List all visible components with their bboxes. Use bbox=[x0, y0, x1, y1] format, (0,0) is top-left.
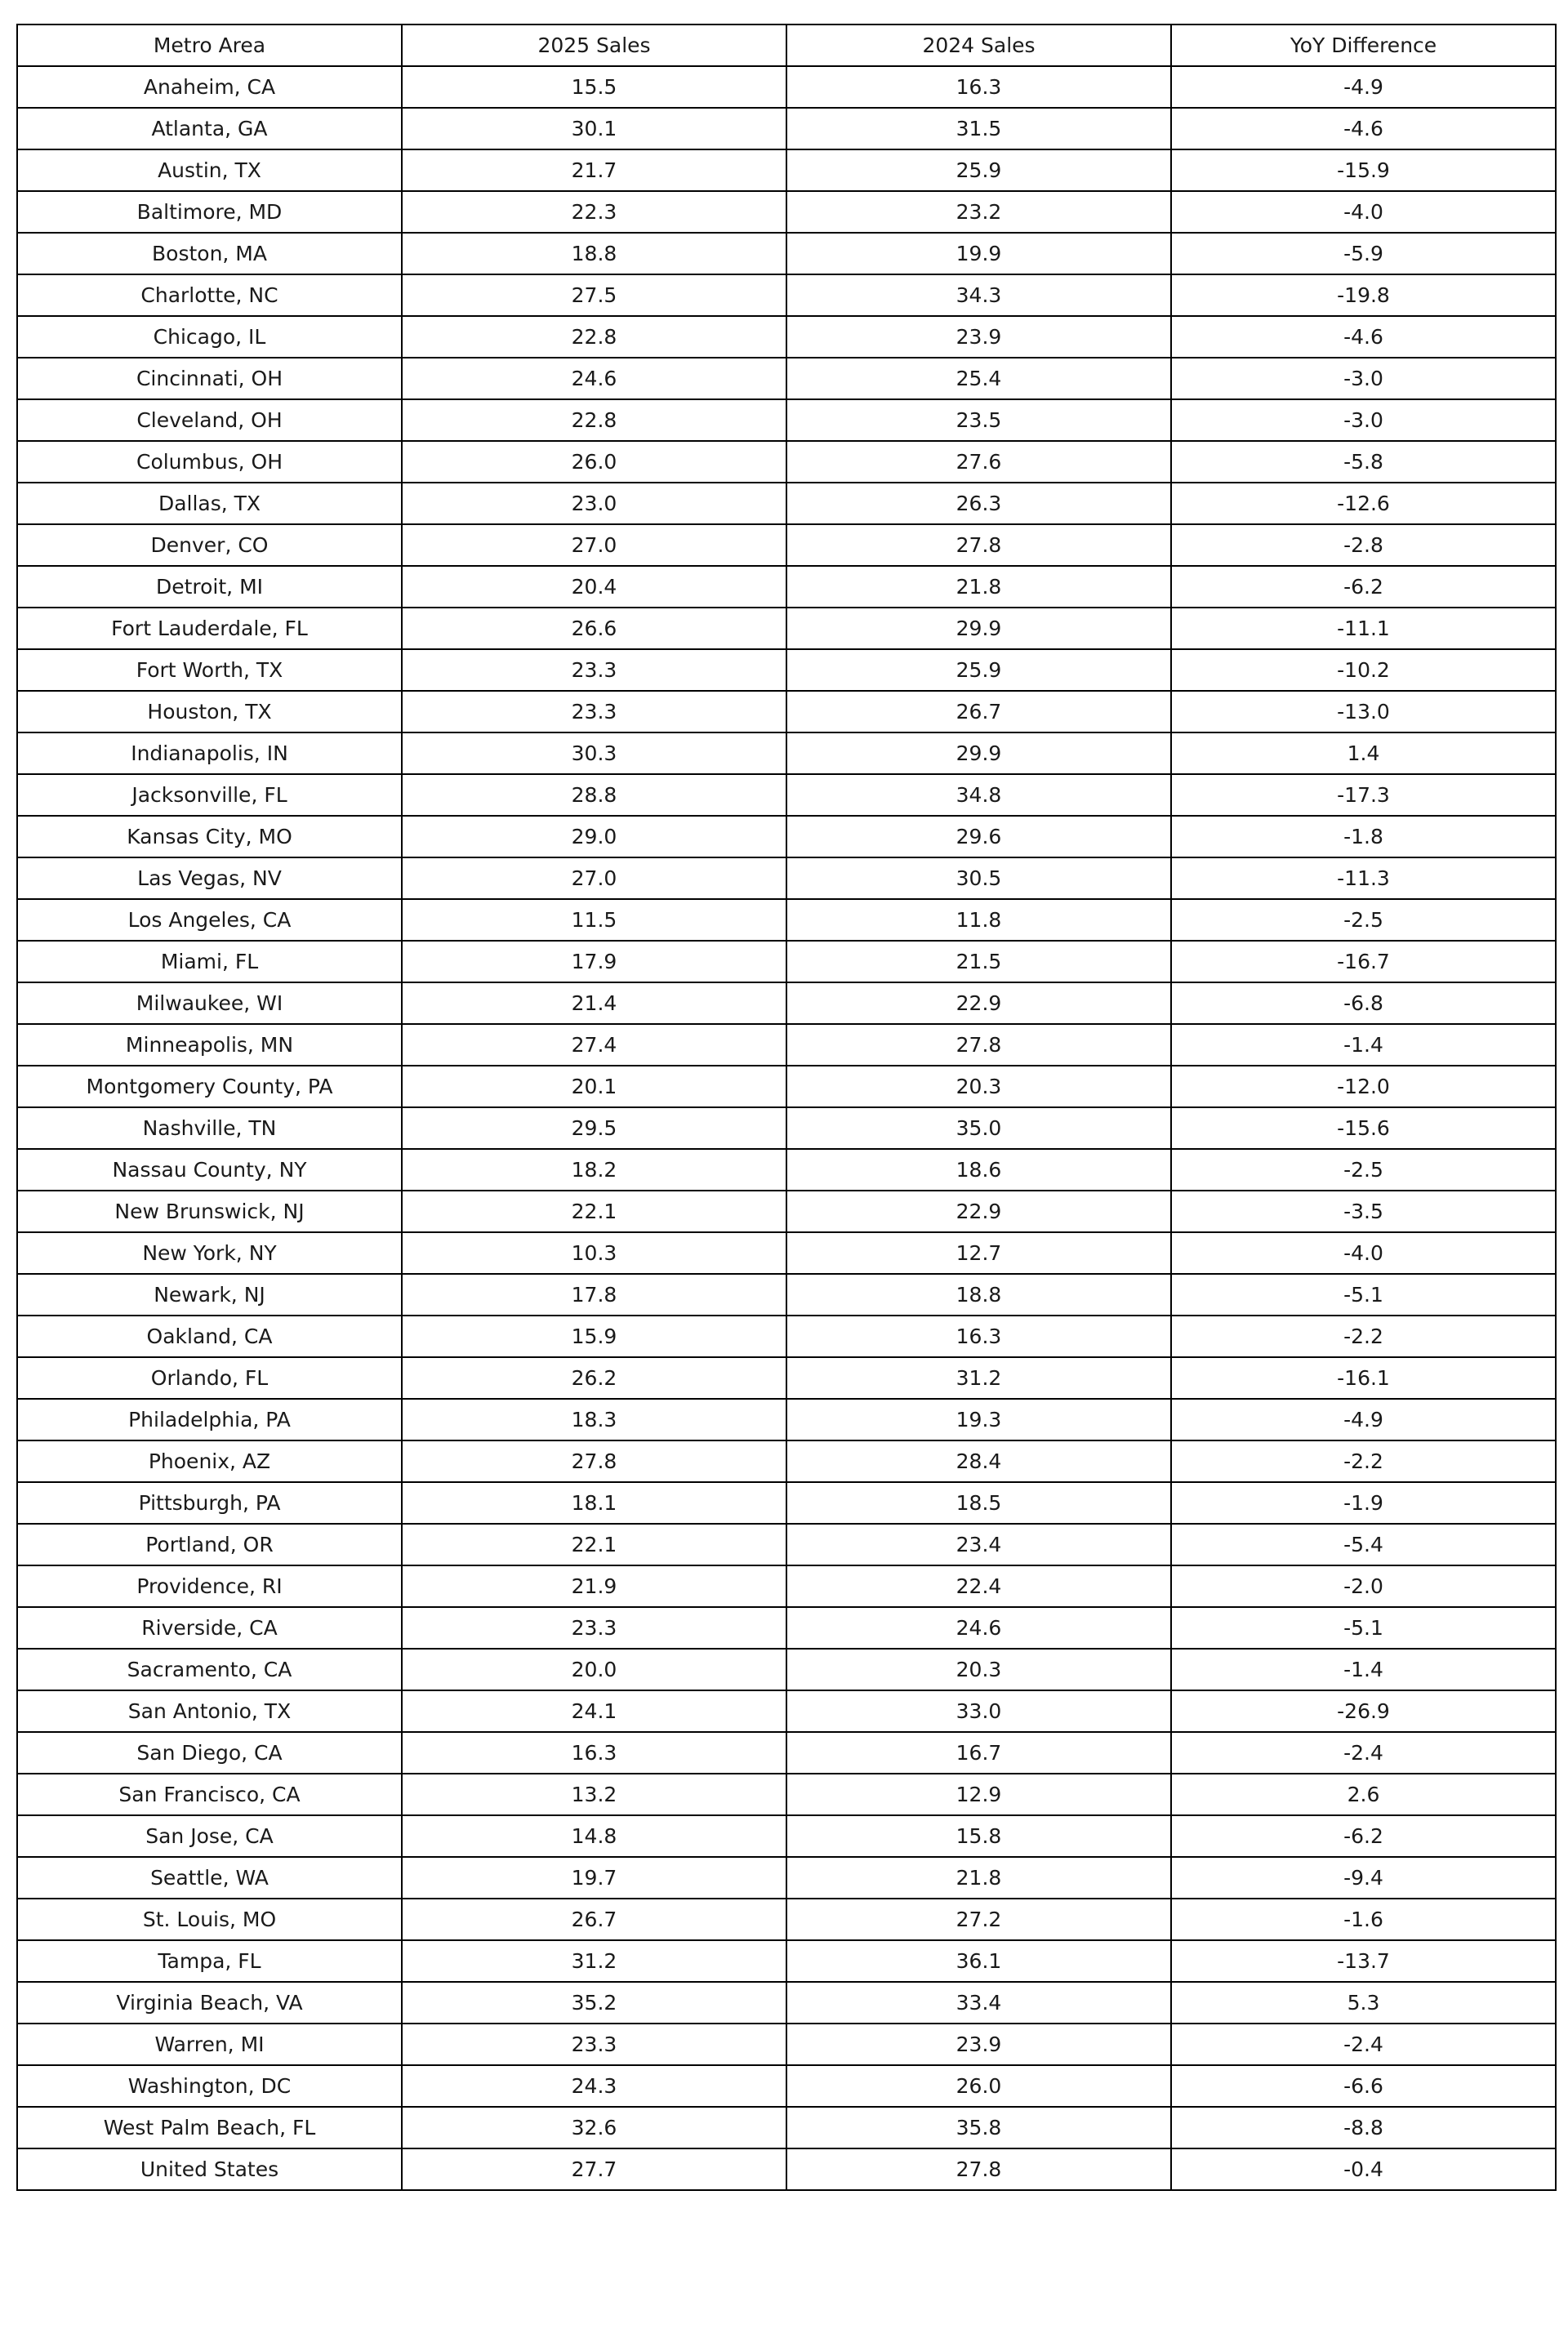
metro-area-cell: Boston, MA bbox=[17, 233, 402, 274]
metro-area-cell: Jacksonville, FL bbox=[17, 774, 402, 816]
sales-2024-cell: 33.0 bbox=[786, 1690, 1171, 1732]
yoy-difference-cell: -26.9 bbox=[1171, 1690, 1556, 1732]
yoy-difference-cell: -0.4 bbox=[1171, 2148, 1556, 2190]
sales-2024-cell: 29.9 bbox=[786, 732, 1171, 774]
sales-2024-cell: 36.1 bbox=[786, 1940, 1171, 1982]
yoy-difference-cell: 5.3 bbox=[1171, 1982, 1556, 2024]
table-row bbox=[17, 941, 1556, 982]
sales-2024-cell: 19.9 bbox=[786, 233, 1171, 274]
yoy-difference-cell: -5.1 bbox=[1171, 1274, 1556, 1316]
sales-2024-cell: 20.3 bbox=[786, 1649, 1171, 1690]
metro-area-cell: Atlanta, GA bbox=[17, 108, 402, 149]
table-row bbox=[17, 1107, 1556, 1149]
table-row bbox=[17, 274, 1556, 316]
metro-area-cell: Detroit, MI bbox=[17, 566, 402, 608]
sales-2024-cell: 27.6 bbox=[786, 441, 1171, 483]
sales-2024-cell: 35.0 bbox=[786, 1107, 1171, 1149]
metro-area-cell: Seattle, WA bbox=[17, 1857, 402, 1899]
yoy-difference-cell: -5.1 bbox=[1171, 1607, 1556, 1649]
sales-2025-cell: 18.8 bbox=[402, 233, 786, 274]
sales-2025-cell: 27.4 bbox=[402, 1024, 786, 1066]
metro-area-cell: Milwaukee, WI bbox=[17, 982, 402, 1024]
table-row bbox=[17, 649, 1556, 691]
sales-2025-cell: 14.8 bbox=[402, 1815, 786, 1857]
metro-area-cell: Oakland, CA bbox=[17, 1316, 402, 1357]
sales-2024-cell: 34.3 bbox=[786, 274, 1171, 316]
metro-area-cell: United States bbox=[17, 2148, 402, 2190]
yoy-difference-cell: -16.7 bbox=[1171, 941, 1556, 982]
yoy-difference-cell: -1.4 bbox=[1171, 1649, 1556, 1690]
yoy-difference-cell: -12.6 bbox=[1171, 483, 1556, 524]
sales-2024-cell: 21.8 bbox=[786, 566, 1171, 608]
metro-area-cell: Warren, MI bbox=[17, 2024, 402, 2065]
table-row bbox=[17, 816, 1556, 857]
table-row bbox=[17, 441, 1556, 483]
table-row bbox=[17, 1274, 1556, 1316]
sales-2025-cell: 29.0 bbox=[402, 816, 786, 857]
yoy-difference-cell: -1.9 bbox=[1171, 1482, 1556, 1524]
table-row bbox=[17, 774, 1556, 816]
table-row bbox=[17, 233, 1556, 274]
yoy-difference-cell: -3.0 bbox=[1171, 358, 1556, 399]
table-row bbox=[17, 1357, 1556, 1399]
metro-area-cell: Portland, OR bbox=[17, 1524, 402, 1565]
table-row bbox=[17, 1607, 1556, 1649]
sales-2025-cell: 20.1 bbox=[402, 1066, 786, 1107]
metro-area-cell: Riverside, CA bbox=[17, 1607, 402, 1649]
sales-2024-cell: 12.9 bbox=[786, 1774, 1171, 1815]
sales-2025-cell: 10.3 bbox=[402, 1232, 786, 1274]
yoy-difference-cell: -6.2 bbox=[1171, 566, 1556, 608]
metro-area-cell: San Diego, CA bbox=[17, 1732, 402, 1774]
table-row bbox=[17, 1690, 1556, 1732]
yoy-difference-cell: -2.2 bbox=[1171, 1316, 1556, 1357]
sales-2025-cell: 18.3 bbox=[402, 1399, 786, 1440]
sales-2024-cell: 33.4 bbox=[786, 1982, 1171, 2024]
sales-2024-cell: 23.4 bbox=[786, 1524, 1171, 1565]
sales-2024-cell: 18.5 bbox=[786, 1482, 1171, 1524]
sales-2025-cell: 22.1 bbox=[402, 1524, 786, 1565]
metro-area-cell: Fort Worth, TX bbox=[17, 649, 402, 691]
sales-2024-cell: 18.8 bbox=[786, 1274, 1171, 1316]
table-row bbox=[17, 1940, 1556, 1982]
sales-2025-cell: 24.3 bbox=[402, 2065, 786, 2107]
metro-area-cell: Cincinnati, OH bbox=[17, 358, 402, 399]
sales-2025-cell: 28.8 bbox=[402, 774, 786, 816]
metro-area-cell: Tampa, FL bbox=[17, 1940, 402, 1982]
metro-area-cell: Las Vegas, NV bbox=[17, 857, 402, 899]
yoy-difference-cell: -6.2 bbox=[1171, 1815, 1556, 1857]
sales-2024-cell: 25.4 bbox=[786, 358, 1171, 399]
yoy-difference-cell: -2.8 bbox=[1171, 524, 1556, 566]
sales-table bbox=[16, 24, 1557, 2191]
sales-2024-cell: 35.8 bbox=[786, 2107, 1171, 2148]
yoy-difference-cell: -17.3 bbox=[1171, 774, 1556, 816]
yoy-difference-cell: -4.9 bbox=[1171, 1399, 1556, 1440]
metro-area-cell: New Brunswick, NJ bbox=[17, 1191, 402, 1232]
metro-area-cell: Miami, FL bbox=[17, 941, 402, 982]
header-2024-sales: 2024 Sales bbox=[786, 24, 1171, 66]
metro-area-cell: Providence, RI bbox=[17, 1565, 402, 1607]
table-row bbox=[17, 1399, 1556, 1440]
metro-area-cell: Columbus, OH bbox=[17, 441, 402, 483]
sales-2024-cell: 27.2 bbox=[786, 1899, 1171, 1940]
table-row bbox=[17, 899, 1556, 941]
sales-2024-cell: 16.3 bbox=[786, 1316, 1171, 1357]
sales-2024-cell: 27.8 bbox=[786, 1024, 1171, 1066]
sales-2024-cell: 22.4 bbox=[786, 1565, 1171, 1607]
metro-area-cell: Chicago, IL bbox=[17, 316, 402, 358]
table-row bbox=[17, 399, 1556, 441]
table-row bbox=[17, 1524, 1556, 1565]
sales-2025-cell: 30.3 bbox=[402, 732, 786, 774]
metro-area-cell: Denver, CO bbox=[17, 524, 402, 566]
sales-2025-cell: 17.8 bbox=[402, 1274, 786, 1316]
table-row bbox=[17, 191, 1556, 233]
sales-2024-cell: 19.3 bbox=[786, 1399, 1171, 1440]
metro-area-cell: Indianapolis, IN bbox=[17, 732, 402, 774]
metro-area-cell: New York, NY bbox=[17, 1232, 402, 1274]
metro-area-cell: West Palm Beach, FL bbox=[17, 2107, 402, 2148]
table-row bbox=[17, 1732, 1556, 1774]
metro-area-cell: Dallas, TX bbox=[17, 483, 402, 524]
sales-2025-cell: 21.7 bbox=[402, 149, 786, 191]
table-row bbox=[17, 66, 1556, 108]
sales-2025-cell: 16.3 bbox=[402, 1732, 786, 1774]
metro-area-cell: Anaheim, CA bbox=[17, 66, 402, 108]
sales-2024-cell: 34.8 bbox=[786, 774, 1171, 816]
sales-2025-cell: 22.3 bbox=[402, 191, 786, 233]
header-metro-area: Metro Area bbox=[17, 24, 402, 66]
sales-2024-cell: 26.7 bbox=[786, 691, 1171, 732]
sales-2025-cell: 29.5 bbox=[402, 1107, 786, 1149]
sales-2024-cell: 23.5 bbox=[786, 399, 1171, 441]
sales-2025-cell: 23.0 bbox=[402, 483, 786, 524]
table-row bbox=[17, 1815, 1556, 1857]
sales-2025-cell: 13.2 bbox=[402, 1774, 786, 1815]
metro-area-cell: Pittsburgh, PA bbox=[17, 1482, 402, 1524]
sales-2025-cell: 17.9 bbox=[402, 941, 786, 982]
yoy-difference-cell: 1.4 bbox=[1171, 732, 1556, 774]
yoy-difference-cell: -3.5 bbox=[1171, 1191, 1556, 1232]
sales-2025-cell: 23.3 bbox=[402, 649, 786, 691]
sales-2024-cell: 16.7 bbox=[786, 1732, 1171, 1774]
sales-2024-cell: 29.6 bbox=[786, 816, 1171, 857]
header-2025-sales: 2025 Sales bbox=[402, 24, 786, 66]
sales-2024-cell: 24.6 bbox=[786, 1607, 1171, 1649]
yoy-difference-cell: -6.8 bbox=[1171, 982, 1556, 1024]
table-row bbox=[17, 2065, 1556, 2107]
sales-2024-cell: 29.9 bbox=[786, 608, 1171, 649]
yoy-difference-cell: -5.9 bbox=[1171, 233, 1556, 274]
sales-2025-cell: 27.0 bbox=[402, 524, 786, 566]
sales-2025-cell: 23.3 bbox=[402, 2024, 786, 2065]
table-row bbox=[17, 2148, 1556, 2190]
table-row bbox=[17, 149, 1556, 191]
sales-2025-cell: 24.1 bbox=[402, 1690, 786, 1732]
table-row bbox=[17, 1066, 1556, 1107]
metro-area-cell: Charlotte, NC bbox=[17, 274, 402, 316]
sales-2025-cell: 23.3 bbox=[402, 1607, 786, 1649]
yoy-difference-cell: -1.4 bbox=[1171, 1024, 1556, 1066]
yoy-difference-cell: -8.8 bbox=[1171, 2107, 1556, 2148]
yoy-difference-cell: -19.8 bbox=[1171, 274, 1556, 316]
metro-area-cell: Philadelphia, PA bbox=[17, 1399, 402, 1440]
sales-2024-cell: 23.9 bbox=[786, 2024, 1171, 2065]
sales-2024-cell: 26.0 bbox=[786, 2065, 1171, 2107]
sales-2024-cell: 25.9 bbox=[786, 649, 1171, 691]
sales-2025-cell: 30.1 bbox=[402, 108, 786, 149]
table-body bbox=[17, 66, 1556, 2190]
sales-2024-cell: 25.9 bbox=[786, 149, 1171, 191]
yoy-difference-cell: -2.2 bbox=[1171, 1440, 1556, 1482]
yoy-difference-cell: -4.6 bbox=[1171, 316, 1556, 358]
metro-area-cell: Minneapolis, MN bbox=[17, 1024, 402, 1066]
sales-2024-cell: 21.8 bbox=[786, 1857, 1171, 1899]
yoy-difference-cell: -11.3 bbox=[1171, 857, 1556, 899]
yoy-difference-cell: -2.0 bbox=[1171, 1565, 1556, 1607]
sales-2024-cell: 21.5 bbox=[786, 941, 1171, 982]
sales-2025-cell: 26.7 bbox=[402, 1899, 786, 1940]
yoy-difference-cell: -10.2 bbox=[1171, 649, 1556, 691]
sales-2025-cell: 18.2 bbox=[402, 1149, 786, 1191]
sales-2024-cell: 27.8 bbox=[786, 524, 1171, 566]
yoy-difference-cell: -13.7 bbox=[1171, 1940, 1556, 1982]
table-row bbox=[17, 982, 1556, 1024]
metro-area-cell: Washington, DC bbox=[17, 2065, 402, 2107]
sales-2024-cell: 12.7 bbox=[786, 1232, 1171, 1274]
table-row bbox=[17, 1982, 1556, 2024]
sales-2024-cell: 16.3 bbox=[786, 66, 1171, 108]
yoy-difference-cell: 2.6 bbox=[1171, 1774, 1556, 1815]
yoy-difference-cell: -5.8 bbox=[1171, 441, 1556, 483]
sales-2024-cell: 22.9 bbox=[786, 982, 1171, 1024]
sales-2024-cell: 23.9 bbox=[786, 316, 1171, 358]
table-header bbox=[17, 24, 1556, 66]
yoy-difference-cell: -15.6 bbox=[1171, 1107, 1556, 1149]
sales-2024-cell: 20.3 bbox=[786, 1066, 1171, 1107]
metro-area-cell: Kansas City, MO bbox=[17, 816, 402, 857]
header-row bbox=[17, 24, 1556, 66]
yoy-difference-cell: -4.0 bbox=[1171, 1232, 1556, 1274]
yoy-difference-cell: -15.9 bbox=[1171, 149, 1556, 191]
sales-2024-cell: 15.8 bbox=[786, 1815, 1171, 1857]
sales-2025-cell: 19.7 bbox=[402, 1857, 786, 1899]
table-row bbox=[17, 857, 1556, 899]
yoy-difference-cell: -4.9 bbox=[1171, 66, 1556, 108]
metro-area-cell: Los Angeles, CA bbox=[17, 899, 402, 941]
sales-2025-cell: 21.4 bbox=[402, 982, 786, 1024]
yoy-difference-cell: -1.6 bbox=[1171, 1899, 1556, 1940]
table-row bbox=[17, 1774, 1556, 1815]
table-row bbox=[17, 1899, 1556, 1940]
sales-2025-cell: 26.0 bbox=[402, 441, 786, 483]
yoy-difference-cell: -16.1 bbox=[1171, 1357, 1556, 1399]
sales-2025-cell: 22.1 bbox=[402, 1191, 786, 1232]
yoy-difference-cell: -4.0 bbox=[1171, 191, 1556, 233]
sales-2025-cell: 35.2 bbox=[402, 1982, 786, 2024]
metro-area-cell: San Antonio, TX bbox=[17, 1690, 402, 1732]
yoy-difference-cell: -5.4 bbox=[1171, 1524, 1556, 1565]
sales-2025-cell: 26.6 bbox=[402, 608, 786, 649]
table-row bbox=[17, 1024, 1556, 1066]
sales-2024-cell: 18.6 bbox=[786, 1149, 1171, 1191]
yoy-difference-cell: -6.6 bbox=[1171, 2065, 1556, 2107]
table-row bbox=[17, 1316, 1556, 1357]
sales-2024-cell: 28.4 bbox=[786, 1440, 1171, 1482]
metro-area-cell: Baltimore, MD bbox=[17, 191, 402, 233]
sales-2024-cell: 22.9 bbox=[786, 1191, 1171, 1232]
metro-area-cell: Cleveland, OH bbox=[17, 399, 402, 441]
table-row bbox=[17, 1565, 1556, 1607]
metro-area-cell: St. Louis, MO bbox=[17, 1899, 402, 1940]
table-row bbox=[17, 358, 1556, 399]
yoy-difference-cell: -3.0 bbox=[1171, 399, 1556, 441]
yoy-difference-cell: -13.0 bbox=[1171, 691, 1556, 732]
metro-area-cell: Virginia Beach, VA bbox=[17, 1982, 402, 2024]
table-row bbox=[17, 1232, 1556, 1274]
table-row bbox=[17, 1149, 1556, 1191]
yoy-difference-cell: -1.8 bbox=[1171, 816, 1556, 857]
metro-area-cell: Nashville, TN bbox=[17, 1107, 402, 1149]
sales-2025-cell: 20.0 bbox=[402, 1649, 786, 1690]
metro-area-cell: Orlando, FL bbox=[17, 1357, 402, 1399]
metro-area-cell: Montgomery County, PA bbox=[17, 1066, 402, 1107]
yoy-difference-cell: -2.5 bbox=[1171, 1149, 1556, 1191]
yoy-difference-cell: -9.4 bbox=[1171, 1857, 1556, 1899]
metro-area-cell: Newark, NJ bbox=[17, 1274, 402, 1316]
sales-2025-cell: 20.4 bbox=[402, 566, 786, 608]
sales-2025-cell: 22.8 bbox=[402, 399, 786, 441]
metro-area-cell: San Francisco, CA bbox=[17, 1774, 402, 1815]
table-row bbox=[17, 1440, 1556, 1482]
metro-area-cell: Sacramento, CA bbox=[17, 1649, 402, 1690]
sales-2025-cell: 26.2 bbox=[402, 1357, 786, 1399]
metro-area-cell: Houston, TX bbox=[17, 691, 402, 732]
sales-2025-cell: 18.1 bbox=[402, 1482, 786, 1524]
table-row bbox=[17, 108, 1556, 149]
yoy-difference-cell: -2.5 bbox=[1171, 899, 1556, 941]
metro-area-cell: Phoenix, AZ bbox=[17, 1440, 402, 1482]
yoy-difference-cell: -2.4 bbox=[1171, 1732, 1556, 1774]
sales-2025-cell: 23.3 bbox=[402, 691, 786, 732]
table-row bbox=[17, 732, 1556, 774]
sales-2025-cell: 15.9 bbox=[402, 1316, 786, 1357]
sales-2025-cell: 22.8 bbox=[402, 316, 786, 358]
sales-2024-cell: 26.3 bbox=[786, 483, 1171, 524]
sales-2025-cell: 11.5 bbox=[402, 899, 786, 941]
sales-2024-cell: 27.8 bbox=[786, 2148, 1171, 2190]
yoy-difference-cell: -11.1 bbox=[1171, 608, 1556, 649]
table-row bbox=[17, 2107, 1556, 2148]
metro-area-cell: Nassau County, NY bbox=[17, 1149, 402, 1191]
yoy-difference-cell: -12.0 bbox=[1171, 1066, 1556, 1107]
header-yoy-difference: YoY Difference bbox=[1171, 24, 1556, 66]
sales-2025-cell: 21.9 bbox=[402, 1565, 786, 1607]
table-row bbox=[17, 483, 1556, 524]
table-row bbox=[17, 1191, 1556, 1232]
table-row bbox=[17, 691, 1556, 732]
sales-2025-cell: 15.5 bbox=[402, 66, 786, 108]
table-row bbox=[17, 316, 1556, 358]
sales-2024-cell: 31.2 bbox=[786, 1357, 1171, 1399]
metro-area-cell: Austin, TX bbox=[17, 149, 402, 191]
metro-area-cell: Fort Lauderdale, FL bbox=[17, 608, 402, 649]
sales-2025-cell: 27.5 bbox=[402, 274, 786, 316]
sales-2025-cell: 24.6 bbox=[402, 358, 786, 399]
table-row bbox=[17, 2024, 1556, 2065]
sales-2024-cell: 31.5 bbox=[786, 108, 1171, 149]
table-row bbox=[17, 1857, 1556, 1899]
sales-2025-cell: 32.6 bbox=[402, 2107, 786, 2148]
table-row bbox=[17, 1482, 1556, 1524]
table-row bbox=[17, 1649, 1556, 1690]
sales-2024-cell: 30.5 bbox=[786, 857, 1171, 899]
sales-2025-cell: 27.0 bbox=[402, 857, 786, 899]
metro-area-cell: San Jose, CA bbox=[17, 1815, 402, 1857]
sales-2024-cell: 11.8 bbox=[786, 899, 1171, 941]
sales-2025-cell: 27.7 bbox=[402, 2148, 786, 2190]
yoy-difference-cell: -2.4 bbox=[1171, 2024, 1556, 2065]
sales-2025-cell: 27.8 bbox=[402, 1440, 786, 1482]
table-row bbox=[17, 524, 1556, 566]
sales-2025-cell: 31.2 bbox=[402, 1940, 786, 1982]
sales-2024-cell: 23.2 bbox=[786, 191, 1171, 233]
yoy-difference-cell: -4.6 bbox=[1171, 108, 1556, 149]
table-row bbox=[17, 566, 1556, 608]
table-row bbox=[17, 608, 1556, 649]
